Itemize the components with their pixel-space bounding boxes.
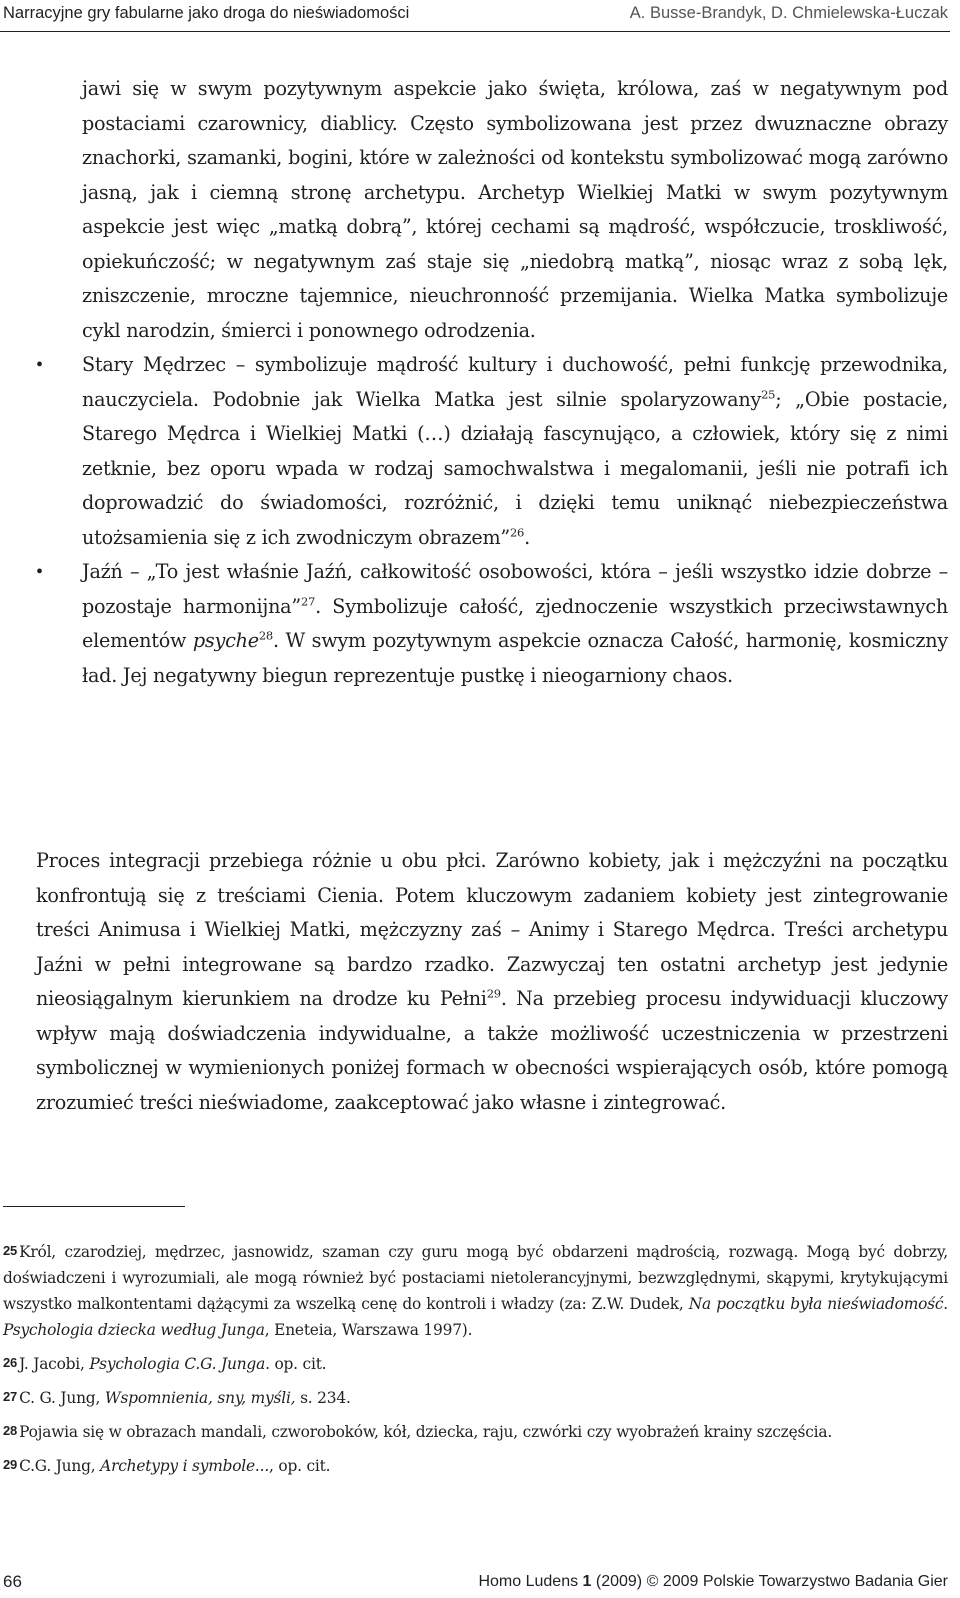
bullet-icon: • (36, 561, 44, 583)
list-item (36, 555, 948, 693)
list-item-text: Stary Mędrzec – symbolizuje mądrość kultury i duchowość, pełni funkcję przewodnika, nauczyciela. Podobnie jak Wielka Matka jest silnie spolaryzowany$^{25}$; „Obie postacie, Starego Mędrca i Wielkiej Matki (…) działają fascynująco, a człowiek, który się z nimi zetknie, bez oporu wpada w rodzaj samochwalstwa i megalomanii, jeśli nie potrafi ich doprowadzić do świadomości, rozróżnić, i dzięki temu uniknąć niebezpieczeństwa utożsamienia się z ich zwodniczym obrazem”$^{26}$. (82, 353, 948, 549)
footnote: 27 C. G. Jung, Wspomnienia, sny, myśli, s. 234. (3, 1389, 351, 1407)
footnote-ref[interactable]: 29 (486, 986, 501, 1001)
list-item-text: jawi się w swym pozytywnym aspekcie jako święta, królowa, zaś w negatywnym pod postaciami czarownicy, diablicy. Często symbolizowana jest przez dwuznaczne obrazy znachorki, szamanki, bogini, które w zależności od kontekstu symbolizować mogą zarówno jasną, jak i ciemną stronę archetypu. Archetyp Wielkiej Matki w swym pozytywnym aspekcie jest więc „matką dobrą”, której cechami są mądrość, współczucie, troskliwość, opiekuńczość; w negatywnym zaś staje się „niedobrą matką”, niosąc wraz z sobą lęk, zniszczenie, mroczne tajemnice, nieuchronność przemijania. Wielka Matka symbolizuje cykl narodzin, śmierci i ponownego odrodzenia. (82, 77, 948, 342)
footnote: 26 J. Jacobi, Psychologia C.G. Junga. op. cit. (3, 1355, 327, 1373)
footnote: 29 C.G. Jung, Archetypy i symbole..., op. cit. (3, 1457, 331, 1475)
list-item-text: Jaźń – „To jest właśnie Jaźń, całkowitość osobowości, która – jeśli wszystko idzie dobrze – pozostaje harmonijna”$^{27}$. Symbolizuje całość, zjednoczenie wszystkich przeciwstawnych elementów psyche$^{28}$. W swym pozytywnym aspekcie oznacza Całość, harmonię, kosmiczny ład. Jej negatywny biegun reprezentuje pustkę i nieogarniony chaos. (82, 560, 948, 687)
footnote-ref[interactable]: 27 (300, 594, 316, 609)
footnote-ref[interactable]: 26 (509, 525, 525, 540)
body-paragraph: Proces integracji przebiega różnie u obu płci. Zarówno kobiety, jak i mężczyźni na początku konfrontują się z treściami Cienia. Potem kluczowym zadaniem kobiety jest zintegrowanie treści Animusa i Wielkiej Matki, mężczyzny zaś – Animy i Starego Mędrca. Treści archetypu Jaźni w pełni integrowane są bardzo rzadko. Zazwyczaj ten ostatni archetyp jest jedynie nieosiągalnym kierunkiem na drodze ku Pełni$^{29}$. Na przebieg procesu indywiduacji kluczowy wpływ mają doświadczenia indywidualne, a także możliwość uczestniczenia w przestrzeni symbolicznej w wymienionych poniżej formach w obecności wspierających osób, które pomogą zrozumieć treści nieświadome, zaakceptować jako własne i zintegrować. (36, 849, 948, 1114)
page-footer (0, 1570, 960, 1598)
footnote-ref[interactable]: 25 (761, 387, 776, 402)
footnote-ref[interactable]: 28 (258, 628, 273, 643)
archetype-list (36, 72, 948, 693)
footnote-rule (3, 1206, 185, 1207)
running-title: Narracyjne gry fabularne jako droga do nieświadomości (3, 4, 410, 22)
running-header (0, 0, 960, 34)
header-rule (0, 31, 950, 32)
list-item (36, 72, 948, 348)
footnotes (3, 1238, 948, 1486)
list-item (36, 348, 948, 555)
page-number: 66 (3, 1572, 22, 1591)
bullet-icon: • (36, 354, 44, 376)
footnote: 25 Król, czarodziej, mędrzec, jasnowidz, szaman czy guru mogą być obdarzeni mądrością, rozwagą. Mogą być dobrzy, doświadczeni i wyrozumiali, ale mogą również być postaciami nietolerancyjnymi, bezwzględnymi, skąpymi, krytykującymi wszystko malkontentami dążącymi za wszelką cenę do kontroli i władzy (za: Z.W. Dudek, Na początku była nieświadomość. Psychologia dziecka według Junga, Eneteia, Warszawa 1997). (3, 1243, 948, 1339)
footnote: 28 Pojawia się w obrazach mandali, czworoboków, kół, dziecka, raju, czwórki czy wyobrażeń krainy szczęścia. (3, 1423, 833, 1441)
running-authors: A. Busse-Brandyk, D. Chmielewska-Łuczak (629, 4, 948, 22)
journal-info: Homo Ludens 1 (2009) © 2009 Polskie Towarzystwo Badania Gier (478, 1573, 948, 1590)
